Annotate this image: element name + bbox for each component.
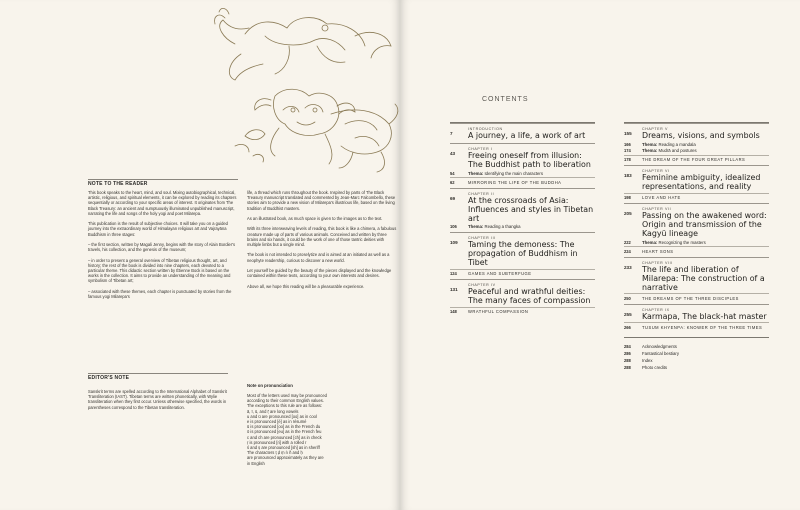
pronunciation-line: according to their common English values. [247,398,324,404]
toc-subentry [450,309,595,314]
page-number: 54 [450,170,455,176]
note-paragraph: – associated with these themes, each chapter is punctuated by stories from the famous yogi Milarepa's [88,288,232,299]
toc-chapter [624,165,769,203]
note-to-reader-title: NOTE TO THE READER [88,181,148,187]
chapter-label: CHAPTER III [468,236,496,240]
pronunciation-line: The characters ṭ ḍ ṃ ṅ ñ and ḥ [247,450,303,456]
chapter-label: CHAPTER VII [642,207,672,211]
sub-divider [624,155,769,156]
chapter-label: CHAPTER VI [642,169,670,173]
divider [88,179,238,180]
chapter-title: The life and liberation of Milarepa: The construction of a narrative [642,264,765,292]
chapter-heading-row [624,131,769,140]
sub-divider [450,307,595,308]
sub-divider [624,322,769,323]
chapter-heading-row [450,151,595,169]
subentry-text: WRATHFUL COMPASSION [468,309,529,314]
chapter-title: Peaceful and wrathful deities: The many faces of compassion [468,287,591,305]
pronunciation-line: are pronounced approximately as they are [247,455,324,461]
subentry-text: HEART SONS [642,248,674,254]
page-number: 205 [624,211,632,216]
toc-column-2 [624,122,769,370]
pronunciation-line: e is pronounced [é] as in résumé [247,419,307,425]
subentry-text: Thema: Mudrā and postures [642,148,697,153]
chapter-title: Feminine ambiguity, idealized representations, and reality [642,173,761,191]
chapter-title: A journey, a life, a work of art [468,131,586,140]
chapter-heading-row [450,196,595,223]
toc-subentry [450,271,595,276]
thema-label: Thema: [468,170,484,176]
pronunciation-title: Note on pronunciation [247,383,293,388]
sub-divider [450,269,595,270]
page-number: 109 [450,240,458,245]
toc-chapter [450,123,595,143]
page-number: 198 [624,195,631,200]
subentry-text: Thema: Reading a thangka [468,224,521,229]
editors-note-title: EDITOR'S NOTE [88,375,130,381]
page-number: 288 [624,358,631,364]
note-paragraph: Above all, we hope this reading will be a pleasurable experience. [247,283,365,289]
page-number: 43 [450,151,456,156]
chapter-heading-row [624,173,769,191]
page-number: 266 [624,324,631,330]
toc-subentry [624,325,769,330]
pronunciation-line: The exceptions to this rule are as follows: [247,403,323,409]
subentry-text: GAMES AND SUBTERFUGE [468,271,532,276]
note-paragraph: Let yourself be guided by the beauty of the pieces displayed and the knowledge contained within these texts, according to your own interests and desires. [247,267,392,279]
thema-label: Thema: [468,224,484,229]
toc-chapter [450,279,595,317]
thema-label: Thema: [642,239,658,245]
editors-note-text: Sanskrit terms are spelled according to the International Alphabet of Sanskrit Transliteration (IAST). Tibetan terms are written phonetically, with Wylie transliteration when they first occur. Unless otherwise specified, the words in parentheses correspond to the Tibetan transliteration. [88,389,227,410]
subentry-text: MIRRORING THE LIFE OF THE BUDDHA [468,179,562,185]
chapter-label: CHAPTER I [468,147,493,151]
sub-divider [450,177,595,178]
appendix-item [624,358,769,363]
pronunciation-line: ā, ī, ū, and ṝ are long vowels [247,408,299,414]
page-number: 174 [624,148,631,153]
toc-subentry [624,296,769,301]
page-number: 224 [624,248,631,254]
toc-subentry [450,224,595,229]
note-column-2 [247,190,397,294]
page-number: 284 [624,343,631,349]
divider [88,373,228,374]
subentry-text: Thema: Recognizing the masters [642,239,706,245]
chapter-heading-row [450,240,595,267]
toc-chapter [450,232,595,279]
toc-column-1 [450,122,595,317]
note-paragraph: life, a thread which runs throughout the book. Inspired by parts of The Black Treasury manuscript translated and commented by Jean-Marc Falcombello, these stories aim to provide a new vision of Milarepa's illustrious life, based on the living tradition of Buddhist masters. [247,190,396,211]
toc-subentry [624,157,769,162]
pronunciation-line: c and ch are pronounced [ch] as in check [247,434,322,440]
chapter-heading-row [450,287,595,305]
page-number: 166 [624,141,631,147]
note-column-1 [88,190,238,304]
chapter-heading-row [624,312,769,321]
subentry-text: TUSUM KHYENPA: KNOWER OF THE THREE TIMES [642,324,763,330]
page-number: 131 [450,287,458,292]
page-number: 69 [450,195,456,201]
appendix-list [624,337,769,371]
page-number: 155 [624,131,632,136]
page-number: 222 [624,239,631,245]
page-number: 286 [624,350,631,356]
thema-label: Thema: [642,148,658,153]
toc-subentry [450,180,595,185]
toc-chapter [624,123,769,165]
note-paragraph: – the first section, written by Magali Jenny, begins with the story of Alain Bordier's travels, his collection, and the genesis of the museum; [88,242,236,253]
chapter-label: CHAPTER IX [642,307,670,312]
page-number: 288 [624,365,631,371]
appendix-text: Acknowledgments [642,343,677,349]
toc-chapter [450,188,595,233]
toc-subentry [450,171,595,176]
chapter-label: CHAPTER II [468,191,495,196]
pronunciation-line: ū is pronounced [oo] as in the French du [247,424,321,430]
pronunciation-line: ś and ṣ are pronounced [sh] as in sheriff [247,445,320,451]
illustration [205,6,400,174]
page-number: 62 [450,179,455,185]
appendix-text: Fantastical bestiary [642,350,680,356]
page-number: 7 [450,131,453,136]
pronunciation-text [247,393,397,466]
appendix-item [624,351,769,356]
note-paragraph: This publication is the result of subjective choices. It will take you on a guided journey into the extraordinary world of Himalayan religious art and Vajrayāna Buddhism in three stages: [88,221,228,237]
chapter-label: CHAPTER VIII [642,260,673,265]
toc-chapter [624,304,769,333]
subentry-text: THE DREAMS OF THE THREE DISCIPLES [642,295,739,301]
toc-subentry [624,148,769,153]
subentry-text: LOVE AND HATE [642,195,681,200]
page-number: 183 [624,173,632,178]
right-page [400,0,800,510]
chapter-label: INTRODUCTION [468,127,503,131]
contents-title: CONTENTS [482,96,529,103]
chapter-title: Taming the demoness: The propagation of Buddhism in Tibet [468,240,578,267]
pronunciation-line: Most of the letters used may be pronounced [247,393,327,398]
chapter-title: At the crossroads of Asia: Influences and styles in Tibetan art [468,195,594,223]
sub-divider [624,246,769,247]
note-paragraph: The book is not intended to proselytize and is aimed at an initiated as well as a neophyte readership, curious to discover a new world. [247,252,390,263]
chapter-heading-row [450,131,595,140]
page-number: 178 [624,157,631,162]
page-number: 124 [450,271,457,276]
pronunciation-line: u and ū are pronounced [oo] as in cool [247,413,317,419]
chapter-title: Karmapa, The black-hat master [642,311,767,321]
chapter-title: Dreams, visions, and symbols [642,131,760,140]
page-number: 106 [450,224,457,229]
page-number: 250 [624,295,631,301]
toc-subentry [624,240,769,245]
note-paragraph: – in order to present a general overview of Tibetan religious thought, art, and history; the rest of the book is divided into nine chapters, each devoted to a particular theme. This didactic section written by Étienne Bock is based on the works in the collection. It aims to provide an understanding of the meaning and symbolism of Tibetan art; [88,257,231,284]
chapter-title: Freeing oneself from illusion: The Buddhist path to liberation [468,151,591,169]
toc-chapter [450,143,595,188]
appendix-text: Photo credits [642,365,668,371]
sub-divider [624,293,769,294]
pronunciation-line: ṛ is pronounced [ri] with a rolled r [247,439,307,445]
toc-chapter [624,257,769,304]
chapter-heading-row [624,265,769,292]
pronunciation-line: in English [247,460,265,466]
page-number: 148 [450,309,457,314]
sub-divider [624,193,769,194]
appendix-text: Index [642,358,653,364]
note-paragraph: As an illustrated book, as much space is given to the images as to the text. [247,216,383,221]
chapter-heading-row [624,211,769,238]
subentry-text: Thema: Identifying the main characters [468,170,544,176]
page-number: 233 [624,264,632,270]
toc-chapter [624,203,769,257]
chapter-title: Passing on the awakened word: Origin and transmission of the Kagyü lineage [642,211,767,238]
appendix-item [624,344,769,349]
chapter-label: CHAPTER IV [468,283,496,287]
note-paragraph: This book speaks to the heart, mind, and soul. Mixing autobiographical, technical, artistic, religious, and spiritual elements, it can be explored by reading its chapters sequentially or according to your specific areas of interest. It originates from The Black Treasury: an ancient and sumptuously illuminated unpublished manuscript, narrating the life and songs of the holy yogi and poet Milarepa. [88,190,237,216]
appendix-item [624,365,769,370]
toc-subentry [624,249,769,254]
subentry-text: Thema: Reading a mandala [642,141,696,147]
chapter-label: CHAPTER V [642,127,668,131]
toc-subentry [624,195,769,200]
pronunciation-line: ö is pronounced [eu] as in the French feu [247,429,322,435]
thema-label: Thema: [642,141,658,147]
subentry-text: THE DREAM OF THE FOUR GREAT PILLARS [642,157,746,162]
note-paragraph: With its three interweaving levels of reading, this book is like a chimera, a fabulous creature made up of parts of various animals. Conceived and written by three brains and six hands, it could be the work of one of those tantric deities with multiple limbs but a single mind. [247,226,397,247]
page-number: 255 [624,311,632,317]
toc-subentry [624,142,769,147]
